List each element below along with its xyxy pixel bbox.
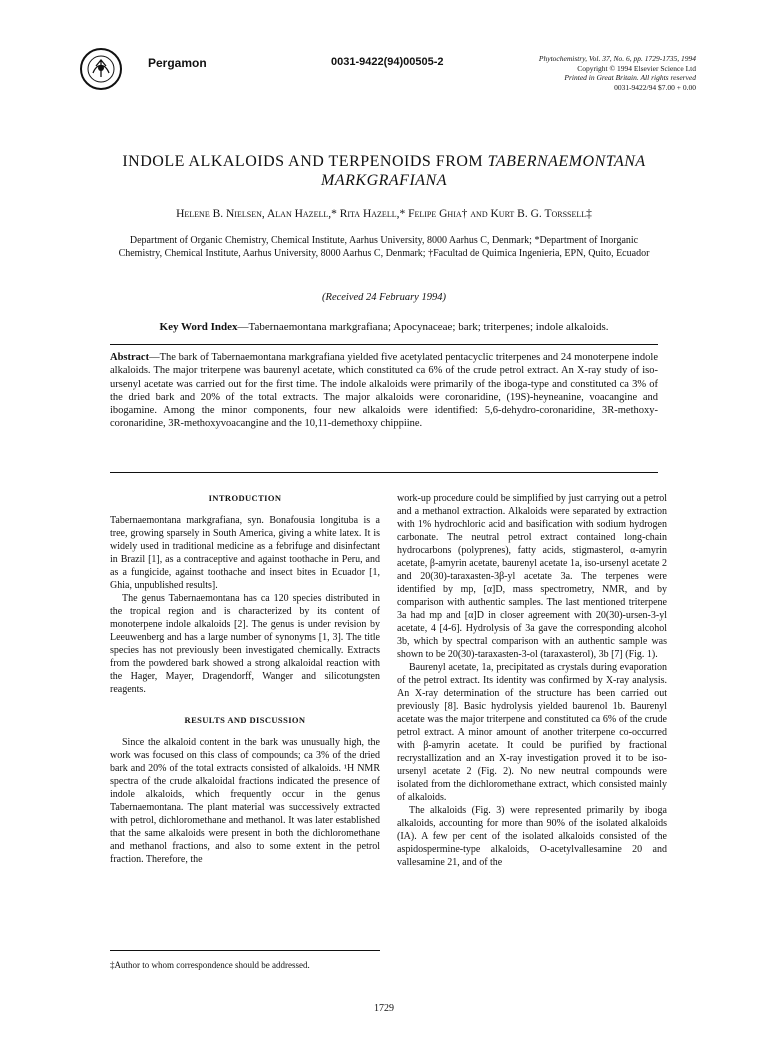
intro-heading: INTRODUCTION <box>208 493 282 503</box>
authors: Helene B. Nielsen, Alan Hazell,* Rita Hazell,* Felipe Ghia† and Kurt B. G. Torssell‡ <box>176 208 592 220</box>
keywords-text: —Tabernaemontana markgrafiana; Apocynaceae; bark; triterpenes; indole alkaloids. <box>237 321 609 333</box>
abstract <box>110 351 658 431</box>
abstract-label: Abstract <box>110 352 150 363</box>
divider-top <box>110 344 658 345</box>
journal-line: Phytochemistry, Vol. 37, No. 6, pp. 1729-1735, 1994 <box>538 54 696 63</box>
footnote-rule <box>110 950 380 951</box>
publisher-logo-icon <box>80 48 122 90</box>
footnote: ‡Author to whom correspondence should be addressed. <box>110 960 310 970</box>
printed-line: Printed in Great Britain. All rights reserved <box>564 73 696 82</box>
intro-paragraph-1: Tabernaemontana markgrafiana, syn. Bonafousia longituba is a tree, growing sparsely in South America, giving a white latex. It is widely used in traditional medicine as a febrifuge and disinfectant in Brazil [1], as a contraceptive and against toothache in Peru, and as a fungicide, against toothache and insect bites in Ecuador [1, Ghia, unpublished results]. <box>110 515 380 591</box>
title-part-1: INDOLE ALKALOIDS AND TERPENOIDS FROM <box>122 153 484 170</box>
divider-bottom <box>110 472 658 473</box>
right-column <box>397 492 667 869</box>
page-header <box>60 40 708 100</box>
copyright-line: Copyright © 1994 Elsevier Science Ltd <box>577 63 696 73</box>
keywords <box>60 321 708 333</box>
keywords-label: Key Word Index <box>159 321 238 333</box>
title-italic-2: MARKGRAFIANA <box>321 172 447 189</box>
results-paragraph-1: Since the alkaloid content in the bark was unusually high, the work was focused on this class of compounds; ca 3% of the dried bark and 20% of the total extracts consisted of alkaloids. ¹H NMR spectra of the crude alkaloidal fractions indicated the presence of indole alkaloids, which frequently occur in the genus Tabernaemontana. The plant material was successively extracted with petrol, dichloromethane and methanol. It was later established that the same alkaloids were present in both the dichloromethane and methanol fractions, and also to some extent in the petrol fraction. Therefore, the <box>110 737 380 865</box>
right-paragraph-1: work-up procedure could be simplified by just carrying out a petrol and a methanol extraction. Alkaloids were separated by extraction with 1% hydrochloric acid and basification with sodium hydrogen carbonate. The neutral petrol extract contained long-chain hydrocarbons (polyprenes), fatty acids, stigmasterol, α-amyrin acetate, β-amyrin acetate, baurenyl acetate 1a, iso-ursenyl acetate 2 and 20(30)-taraxasten-3β-yl acetate 3a. The terpenes were identified by mp, [α]D, mass spectrometry, NMR, and by comparison with authentic samples. The last mentioned triterpene 3a had mp and [α]D in closer agreement with 20(30)-ursen-3-yl acetate, 4 [4-6]. Hydrolysis of 3a gave the corresponding alcohol 3b, which by spectral comparison with an authentic sample was shown to be 20(30)-taraxasten-3-ol (taraxasterol), 3b [7] (Fig. 1). <box>397 493 667 660</box>
left-column <box>110 492 380 866</box>
page-number: 1729 <box>374 1003 394 1014</box>
right-paragraph-2: Baurenyl acetate, 1a, precipitated as crystals during evaporation of the petrol extract. Its identity was confirmed by X-ray analysis. An X-ray determination of the structure has been carried out previously [8]. Basic hydrolysis yielded baurenol 1b. Baurenyl acetate was the major triterpene and constituted ca 6% of the crude petrol extract. A minor amount of another triterpene co-occurred with β-amyrin acetate. It could be purified by fractional recrystallization and an X-ray investigation proved it to be iso-ursenyl acetate 2 (Fig. 2). No new neutral compounds were isolated from the dichloromethane extract, which consisted mainly of alkaloids. <box>397 662 667 803</box>
received-date: (Received 24 February 1994) <box>322 292 446 303</box>
price-line: 0031-9422/94 $7.00 + 0.00 <box>614 82 696 92</box>
abstract-text: —The bark of Tabernaemontana markgrafiana yielded five acetylated pentacyclic triterpenes and 24 monoterpene indole alkaloids. The major triterpene was baurenyl acetate, which constituted ca 6% of the crude petrol extract. An X-ray study of iso-ursenyl acetate was carried out for the first time. The indole alkaloids were primarily of the iboga-type and constituted ca 3% of the dried bark and 20% of the total extracts. The major alkaloids were coronaridine, (19S)-heyneanine, voacangine and ibogamine. Among the minor components, four new alkaloids were identified: 5,6-dehydro-coronaridine, 3R-methoxy-coronaridine, 3R-methoxyvoacangine and the 10,11-demethoxy chippiine. <box>110 352 658 430</box>
paper-title <box>60 152 708 190</box>
affiliations: Department of Organic Chemistry, Chemical Institute, Aarhus University, 8000 Aarhus C, Denmark; *Department of Inorganic Chemistry, Chemical Institute, Aarhus University, 8000 Aarhus C, Denmark; †Facultad de Quimica Ingenieria, EPN, Quito, Ecuador <box>118 235 650 259</box>
right-paragraph-3: The alkaloids (Fig. 3) were represented primarily by iboga alkaloids, accounting for more than 90% of the isolated alkaloids (IA). A few per cent of the isolated alkaloids consisted of the aspidospermine-type alkaloids, O-acetylvallesamine 20 and vallesamine 21, and of the <box>397 805 667 868</box>
doi: 0031-9422(94)00505-2 <box>331 56 444 68</box>
journal-info <box>539 54 696 92</box>
results-heading: RESULTS AND DISCUSSION <box>184 715 306 725</box>
intro-paragraph-2: The genus Tabernaemontana has ca 120 species distributed in the tropical region and is characterized by its content of monoterpene indole alkaloids [2]. The genus is under revision by Leeuwenberg and has a large number of synonyms [1, 3]. The title species has not previously been investigated chemically. Extracts from the powdered bark showed a strong alkaloidal reaction with the Hager, Mayer, Dragendorff, Wanger and silicotungsten reagents. <box>110 593 380 695</box>
title-italic-1: TABERNAEMONTANA <box>487 153 646 170</box>
publisher-name: Pergamon <box>148 56 207 70</box>
